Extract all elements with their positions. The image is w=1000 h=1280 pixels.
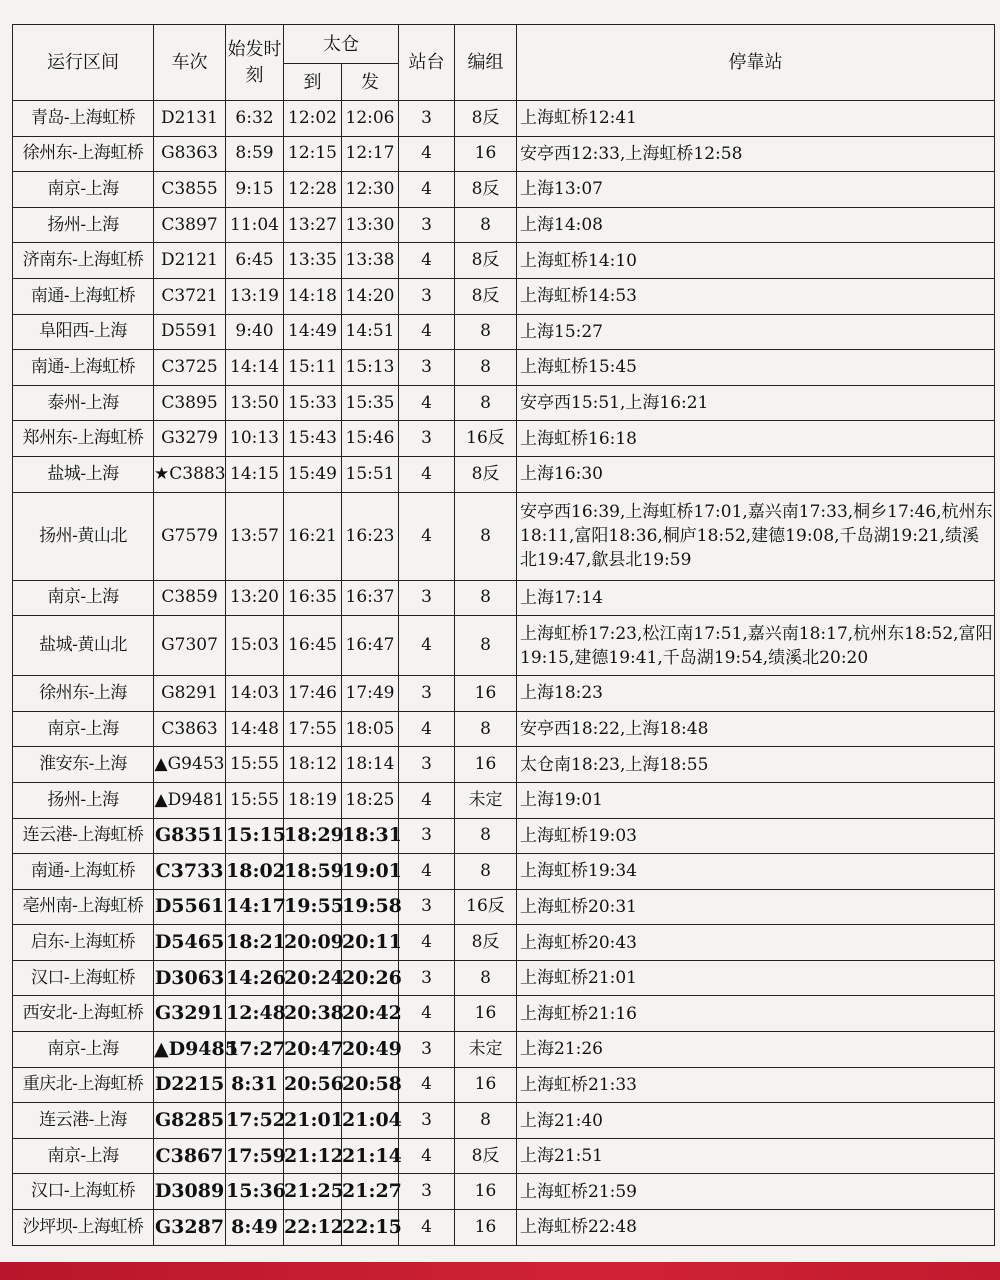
- route-cell: 济南东-上海虹桥: [13, 243, 154, 279]
- table-row: [13, 676, 995, 712]
- origin-time-cell: 15:55: [226, 747, 284, 783]
- origin-time-cell: 8:49: [226, 1210, 284, 1246]
- stops-cell: 太仓南18:23,上海18:55: [517, 747, 995, 783]
- arrival-time-cell: 12:02: [284, 101, 342, 137]
- arrival-time-cell: 21:01: [284, 1103, 342, 1139]
- route-cell: 汉口-上海虹桥: [13, 960, 154, 996]
- route-cell: 亳州南-上海虹桥: [13, 889, 154, 925]
- route-cell: 郑州东-上海虹桥: [13, 421, 154, 457]
- platform-cell: 3: [399, 1174, 455, 1210]
- platform-cell: 4: [399, 385, 455, 421]
- origin-time-cell: 15:55: [226, 782, 284, 818]
- arrival-time-cell: 12:28: [284, 172, 342, 208]
- formation-cell: 16: [455, 747, 517, 783]
- platform-cell: 3: [399, 676, 455, 712]
- route-cell: 扬州-上海: [13, 207, 154, 243]
- arrival-time-cell: 16:45: [284, 616, 342, 676]
- formation-cell: 8: [455, 818, 517, 854]
- train-number-cell: C3721: [154, 278, 226, 314]
- departure-time-cell: 16:47: [342, 616, 399, 676]
- platform-cell: 4: [399, 492, 455, 580]
- formation-cell: 8: [455, 1103, 517, 1139]
- header-train: 车次: [154, 25, 226, 101]
- route-cell: 盐城-黄山北: [13, 616, 154, 676]
- platform-cell: 3: [399, 818, 455, 854]
- departure-time-cell: 15:35: [342, 385, 399, 421]
- train-number-cell: D5591: [154, 314, 226, 350]
- arrival-time-cell: 14:49: [284, 314, 342, 350]
- arrival-time-cell: 21:12: [284, 1138, 342, 1174]
- departure-time-cell: 19:58: [342, 889, 399, 925]
- table-row: [13, 580, 995, 616]
- departure-time-cell: 12:17: [342, 136, 399, 172]
- departure-time-cell: 15:51: [342, 456, 399, 492]
- platform-cell: 4: [399, 136, 455, 172]
- origin-time-cell: 9:40: [226, 314, 284, 350]
- stops-cell: 上海虹桥20:31: [517, 889, 995, 925]
- table-row: [13, 421, 995, 457]
- departure-time-cell: 20:26: [342, 960, 399, 996]
- formation-cell: 8反: [455, 278, 517, 314]
- origin-time-cell: 6:32: [226, 101, 284, 137]
- route-cell: 淮安东-上海: [13, 747, 154, 783]
- formation-cell: 8: [455, 711, 517, 747]
- platform-cell: 4: [399, 782, 455, 818]
- origin-time-cell: 18:02: [226, 854, 284, 890]
- origin-time-cell: 13:20: [226, 580, 284, 616]
- timetable: [12, 24, 995, 1246]
- arrival-time-cell: 22:12: [284, 1210, 342, 1246]
- arrival-time-cell: 18:19: [284, 782, 342, 818]
- train-number-cell: C3859: [154, 580, 226, 616]
- table-row: [13, 101, 995, 137]
- train-number-cell: ▲D9485: [154, 1032, 226, 1068]
- header-platform: 站台: [399, 25, 455, 101]
- formation-cell: 16: [455, 136, 517, 172]
- table-row: [13, 854, 995, 890]
- arrival-time-cell: 13:27: [284, 207, 342, 243]
- arrival-time-cell: 16:21: [284, 492, 342, 580]
- header-depart: 发: [342, 64, 399, 101]
- arrival-time-cell: 21:25: [284, 1174, 342, 1210]
- arrival-time-cell: 18:12: [284, 747, 342, 783]
- formation-cell: 8反: [455, 243, 517, 279]
- origin-time-cell: 8:31: [226, 1067, 284, 1103]
- departure-time-cell: 15:13: [342, 350, 399, 386]
- platform-cell: 4: [399, 456, 455, 492]
- platform-cell: 3: [399, 960, 455, 996]
- stops-cell: 上海13:07: [517, 172, 995, 208]
- formation-cell: 16反: [455, 421, 517, 457]
- stops-cell: 上海14:08: [517, 207, 995, 243]
- stops-cell: 上海虹桥21:33: [517, 1067, 995, 1103]
- departure-time-cell: 20:58: [342, 1067, 399, 1103]
- platform-cell: 4: [399, 1138, 455, 1174]
- table-row: [13, 996, 995, 1032]
- platform-cell: 4: [399, 616, 455, 676]
- formation-cell: 8: [455, 616, 517, 676]
- platform-cell: 3: [399, 1032, 455, 1068]
- platform-cell: 4: [399, 1067, 455, 1103]
- stops-cell: 安亭西15:51,上海16:21: [517, 385, 995, 421]
- origin-time-cell: 17:27: [226, 1032, 284, 1068]
- stops-cell: 安亭西12:33,上海虹桥12:58: [517, 136, 995, 172]
- formation-cell: 16反: [455, 889, 517, 925]
- arrival-time-cell: 18:59: [284, 854, 342, 890]
- table-row: [13, 278, 995, 314]
- origin-time-cell: 13:19: [226, 278, 284, 314]
- route-cell: 南京-上海: [13, 580, 154, 616]
- departure-time-cell: 21:04: [342, 1103, 399, 1139]
- formation-cell: 16: [455, 1174, 517, 1210]
- departure-time-cell: 15:46: [342, 421, 399, 457]
- formation-cell: 8: [455, 350, 517, 386]
- train-number-cell: D2121: [154, 243, 226, 279]
- route-cell: 徐州东-上海: [13, 676, 154, 712]
- platform-cell: 4: [399, 1210, 455, 1246]
- train-number-cell: C3725: [154, 350, 226, 386]
- arrival-time-cell: 18:29: [284, 818, 342, 854]
- arrival-time-cell: 17:46: [284, 676, 342, 712]
- route-cell: 南通-上海虹桥: [13, 278, 154, 314]
- origin-time-cell: 11:04: [226, 207, 284, 243]
- stops-cell: 上海虹桥22:48: [517, 1210, 995, 1246]
- departure-time-cell: 21:27: [342, 1174, 399, 1210]
- arrival-time-cell: 14:18: [284, 278, 342, 314]
- table-row: [13, 207, 995, 243]
- platform-cell: 4: [399, 314, 455, 350]
- stops-cell: 上海虹桥21:16: [517, 996, 995, 1032]
- train-number-cell: C3897: [154, 207, 226, 243]
- stops-cell: 上海虹桥14:10: [517, 243, 995, 279]
- formation-cell: 8反: [455, 925, 517, 961]
- header-origin-time: 始发时刻: [226, 25, 284, 101]
- departure-time-cell: 22:15: [342, 1210, 399, 1246]
- route-cell: 沙坪坝-上海虹桥: [13, 1210, 154, 1246]
- stops-cell: 上海17:14: [517, 580, 995, 616]
- origin-time-cell: 12:48: [226, 996, 284, 1032]
- formation-cell: 16: [455, 996, 517, 1032]
- formation-cell: 8: [455, 207, 517, 243]
- origin-time-cell: 14:48: [226, 711, 284, 747]
- route-cell: 南通-上海虹桥: [13, 854, 154, 890]
- arrival-time-cell: 15:11: [284, 350, 342, 386]
- origin-time-cell: 15:03: [226, 616, 284, 676]
- stops-cell: 上海21:51: [517, 1138, 995, 1174]
- route-cell: 泰州-上海: [13, 385, 154, 421]
- arrival-time-cell: 20:47: [284, 1032, 342, 1068]
- stops-cell: 上海21:26: [517, 1032, 995, 1068]
- formation-cell: 8反: [455, 172, 517, 208]
- timetable-header: [13, 25, 995, 101]
- train-number-cell: ★C3883: [154, 456, 226, 492]
- train-number-cell: D3063: [154, 960, 226, 996]
- formation-cell: 8: [455, 492, 517, 580]
- table-row: [13, 243, 995, 279]
- formation-cell: 8反: [455, 456, 517, 492]
- origin-time-cell: 9:15: [226, 172, 284, 208]
- arrival-time-cell: 13:35: [284, 243, 342, 279]
- formation-cell: 8: [455, 385, 517, 421]
- header-station: 太仓: [284, 25, 399, 64]
- formation-cell: 8反: [455, 101, 517, 137]
- train-number-cell: C3867: [154, 1138, 226, 1174]
- origin-time-cell: 14:26: [226, 960, 284, 996]
- departure-time-cell: 14:20: [342, 278, 399, 314]
- route-cell: 徐州东-上海虹桥: [13, 136, 154, 172]
- train-number-cell: D2131: [154, 101, 226, 137]
- formation-cell: 8: [455, 314, 517, 350]
- route-cell: 连云港-上海虹桥: [13, 818, 154, 854]
- departure-time-cell: 20:49: [342, 1032, 399, 1068]
- departure-time-cell: 18:31: [342, 818, 399, 854]
- table-row: [13, 456, 995, 492]
- origin-time-cell: 14:15: [226, 456, 284, 492]
- table-row: [13, 1138, 995, 1174]
- train-number-cell: C3855: [154, 172, 226, 208]
- train-number-cell: C3863: [154, 711, 226, 747]
- route-cell: 启东-上海虹桥: [13, 925, 154, 961]
- train-number-cell: G8291: [154, 676, 226, 712]
- route-cell: 南京-上海: [13, 711, 154, 747]
- departure-time-cell: 18:25: [342, 782, 399, 818]
- table-row: [13, 616, 995, 676]
- origin-time-cell: 8:59: [226, 136, 284, 172]
- red-border-strip: [0, 1262, 1000, 1280]
- train-number-cell: G3291: [154, 996, 226, 1032]
- stops-cell: 上海虹桥12:41: [517, 101, 995, 137]
- departure-time-cell: 13:30: [342, 207, 399, 243]
- route-cell: 连云港-上海: [13, 1103, 154, 1139]
- departure-time-cell: 12:06: [342, 101, 399, 137]
- stops-cell: 安亭西18:22,上海18:48: [517, 711, 995, 747]
- arrival-time-cell: 15:33: [284, 385, 342, 421]
- table-row: [13, 1210, 995, 1246]
- route-cell: 阜阳西-上海: [13, 314, 154, 350]
- platform-cell: 4: [399, 243, 455, 279]
- table-row: [13, 350, 995, 386]
- arrival-time-cell: 20:56: [284, 1067, 342, 1103]
- arrival-time-cell: 17:55: [284, 711, 342, 747]
- stops-cell: 上海虹桥17:23,松江南17:51,嘉兴南18:17,杭州东18:52,富阳19:15,建德19:41,千岛湖19:54,绩溪北20:20: [517, 616, 995, 676]
- train-number-cell: ▲G9453: [154, 747, 226, 783]
- platform-cell: 3: [399, 747, 455, 783]
- route-cell: 重庆北-上海虹桥: [13, 1067, 154, 1103]
- origin-time-cell: 17:59: [226, 1138, 284, 1174]
- train-number-cell: G8351: [154, 818, 226, 854]
- arrival-time-cell: 16:35: [284, 580, 342, 616]
- origin-time-cell: 6:45: [226, 243, 284, 279]
- arrival-time-cell: 20:09: [284, 925, 342, 961]
- platform-cell: 4: [399, 711, 455, 747]
- header-stops: 停靠站: [517, 25, 995, 101]
- table-row: [13, 1032, 995, 1068]
- departure-time-cell: 17:49: [342, 676, 399, 712]
- formation-cell: 8反: [455, 1138, 517, 1174]
- arrival-time-cell: 20:38: [284, 996, 342, 1032]
- origin-time-cell: 14:03: [226, 676, 284, 712]
- table-row: [13, 818, 995, 854]
- train-number-cell: D3089: [154, 1174, 226, 1210]
- stops-cell: 上海16:30: [517, 456, 995, 492]
- table-row: [13, 925, 995, 961]
- stops-cell: 安亭西16:39,上海虹桥17:01,嘉兴南17:33,桐乡17:46,杭州东18:11,富阳18:36,桐庐18:52,建德19:08,千岛湖19:21,绩溪北19:47,歙县北19:59: [517, 492, 995, 580]
- platform-cell: 4: [399, 996, 455, 1032]
- origin-time-cell: 14:14: [226, 350, 284, 386]
- formation-cell: 8: [455, 854, 517, 890]
- arrival-time-cell: 15:43: [284, 421, 342, 457]
- departure-time-cell: 20:42: [342, 996, 399, 1032]
- table-row: [13, 136, 995, 172]
- platform-cell: 3: [399, 207, 455, 243]
- platform-cell: 3: [399, 421, 455, 457]
- table-row: [13, 492, 995, 580]
- formation-cell: 16: [455, 1067, 517, 1103]
- platform-cell: 3: [399, 350, 455, 386]
- formation-cell: 未定: [455, 1032, 517, 1068]
- train-number-cell: G3279: [154, 421, 226, 457]
- train-number-cell: G8363: [154, 136, 226, 172]
- table-row: [13, 782, 995, 818]
- table-row: [13, 747, 995, 783]
- departure-time-cell: 19:01: [342, 854, 399, 890]
- table-row: [13, 1067, 995, 1103]
- stops-cell: 上海虹桥19:34: [517, 854, 995, 890]
- train-number-cell: ▲D9481: [154, 782, 226, 818]
- route-cell: 南京-上海: [13, 1032, 154, 1068]
- stops-cell: 上海虹桥20:43: [517, 925, 995, 961]
- platform-cell: 3: [399, 1103, 455, 1139]
- route-cell: 南京-上海: [13, 1138, 154, 1174]
- route-cell: 南京-上海: [13, 172, 154, 208]
- platform-cell: 4: [399, 172, 455, 208]
- platform-cell: 4: [399, 925, 455, 961]
- stops-cell: 上海19:01: [517, 782, 995, 818]
- route-cell: 汉口-上海虹桥: [13, 1174, 154, 1210]
- departure-time-cell: 14:51: [342, 314, 399, 350]
- route-cell: 南通-上海虹桥: [13, 350, 154, 386]
- train-number-cell: G7307: [154, 616, 226, 676]
- departure-time-cell: 21:14: [342, 1138, 399, 1174]
- stops-cell: 上海虹桥14:53: [517, 278, 995, 314]
- platform-cell: 3: [399, 101, 455, 137]
- departure-time-cell: 12:30: [342, 172, 399, 208]
- origin-time-cell: 13:50: [226, 385, 284, 421]
- arrival-time-cell: 19:55: [284, 889, 342, 925]
- origin-time-cell: 10:13: [226, 421, 284, 457]
- formation-cell: 16: [455, 1210, 517, 1246]
- origin-time-cell: 17:52: [226, 1103, 284, 1139]
- train-number-cell: G8285: [154, 1103, 226, 1139]
- departure-time-cell: 18:05: [342, 711, 399, 747]
- platform-cell: 3: [399, 278, 455, 314]
- timetable-body: [13, 101, 995, 1246]
- departure-time-cell: 18:14: [342, 747, 399, 783]
- departure-time-cell: 16:37: [342, 580, 399, 616]
- origin-time-cell: 14:17: [226, 889, 284, 925]
- train-number-cell: D5561: [154, 889, 226, 925]
- origin-time-cell: 15:15: [226, 818, 284, 854]
- arrival-time-cell: 15:49: [284, 456, 342, 492]
- train-number-cell: C3733: [154, 854, 226, 890]
- origin-time-cell: 15:36: [226, 1174, 284, 1210]
- route-cell: 扬州-黄山北: [13, 492, 154, 580]
- table-row: [13, 711, 995, 747]
- platform-cell: 4: [399, 854, 455, 890]
- formation-cell: 8: [455, 580, 517, 616]
- stops-cell: 上海虹桥19:03: [517, 818, 995, 854]
- formation-cell: 未定: [455, 782, 517, 818]
- origin-time-cell: 18:21: [226, 925, 284, 961]
- header-arrive: 到: [284, 64, 342, 101]
- stops-cell: 上海虹桥15:45: [517, 350, 995, 386]
- header-route: 运行区间: [13, 25, 154, 101]
- table-row: [13, 1174, 995, 1210]
- arrival-time-cell: 20:24: [284, 960, 342, 996]
- stops-cell: 上海18:23: [517, 676, 995, 712]
- stops-cell: 上海虹桥16:18: [517, 421, 995, 457]
- platform-cell: 3: [399, 889, 455, 925]
- origin-time-cell: 13:57: [226, 492, 284, 580]
- formation-cell: 8: [455, 960, 517, 996]
- train-number-cell: D2215: [154, 1067, 226, 1103]
- train-number-cell: G3287: [154, 1210, 226, 1246]
- route-cell: 盐城-上海: [13, 456, 154, 492]
- route-cell: 西安北-上海虹桥: [13, 996, 154, 1032]
- route-cell: 青岛-上海虹桥: [13, 101, 154, 137]
- table-row: [13, 960, 995, 996]
- departure-time-cell: 13:38: [342, 243, 399, 279]
- departure-time-cell: 20:11: [342, 925, 399, 961]
- stops-cell: 上海虹桥21:59: [517, 1174, 995, 1210]
- table-row: [13, 172, 995, 208]
- train-number-cell: D5465: [154, 925, 226, 961]
- stops-cell: 上海21:40: [517, 1103, 995, 1139]
- formation-cell: 16: [455, 676, 517, 712]
- route-cell: 扬州-上海: [13, 782, 154, 818]
- stops-cell: 上海虹桥21:01: [517, 960, 995, 996]
- train-number-cell: G7579: [154, 492, 226, 580]
- departure-time-cell: 16:23: [342, 492, 399, 580]
- table-row: [13, 385, 995, 421]
- table-row: [13, 1103, 995, 1139]
- header-formation: 编组: [455, 25, 517, 101]
- platform-cell: 3: [399, 580, 455, 616]
- arrival-time-cell: 12:15: [284, 136, 342, 172]
- train-number-cell: C3895: [154, 385, 226, 421]
- table-row: [13, 314, 995, 350]
- table-row: [13, 889, 995, 925]
- stops-cell: 上海15:27: [517, 314, 995, 350]
